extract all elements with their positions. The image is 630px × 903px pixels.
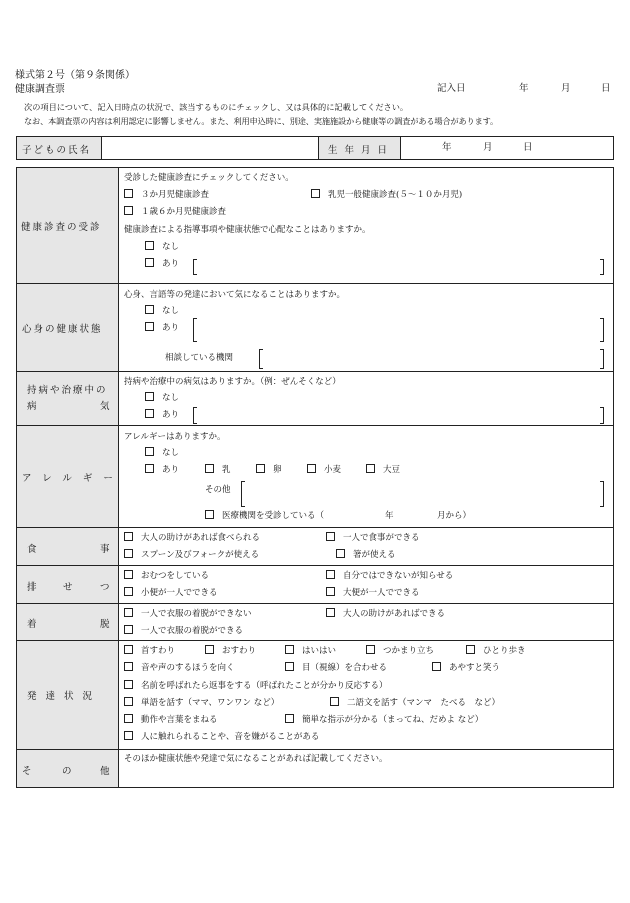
checkup-detail-bracket-right bbox=[600, 259, 604, 275]
allergy-egg-checkbox[interactable]: 卵 bbox=[256, 464, 282, 476]
allergy-medical-year[interactable]: 年 bbox=[385, 511, 394, 521]
checkup-question-1: 受診した健康診査にチェックしてください。 bbox=[124, 173, 294, 183]
mindbody-label: 心身の健康状態 bbox=[22, 324, 103, 335]
other-label-a: そ bbox=[22, 766, 34, 777]
other-detail-field[interactable] bbox=[124, 768, 604, 784]
instruction-2: なお、本調査票の内容は利用認定に影響しません。また、利用申込時に、別途、実施施設から健康等の調査がある場合があります。 bbox=[24, 116, 499, 126]
illness-question: 持病や治療中の病気はありますか。（例：ぜんそくなど） bbox=[124, 377, 341, 387]
entry-year: 年 bbox=[519, 83, 529, 94]
dress-adult-help-checkbox[interactable]: 大人の助けがあればできる bbox=[326, 608, 445, 620]
allergy-yes-checkbox[interactable]: あり bbox=[145, 464, 179, 476]
allergy-other-bracket-left bbox=[241, 481, 245, 507]
mindbody-detail-bracket-left bbox=[193, 318, 197, 342]
allergy-soy-checkbox[interactable]: 大豆 bbox=[366, 464, 400, 476]
dev-imitate-checkbox[interactable]: 動作や言葉をまねる bbox=[124, 714, 218, 726]
development-label: 発達状況 bbox=[27, 691, 102, 702]
dev-eye-contact-checkbox[interactable]: 目（視線）を合わせる bbox=[285, 662, 387, 674]
meal-label-b: 事 bbox=[100, 544, 112, 555]
entry-date-label: 記入日 bbox=[437, 83, 466, 94]
allergy-milk-checkbox[interactable]: 乳 bbox=[205, 464, 231, 476]
meal-adult-help-checkbox[interactable]: 大人の助けがあれば食べられる bbox=[124, 532, 260, 544]
mindbody-detail-field[interactable] bbox=[200, 320, 595, 338]
allergy-medical-checkbox[interactable]: 医療機関を受診している（ bbox=[205, 510, 324, 522]
dress-label-a: 着 bbox=[27, 619, 39, 630]
illness-none-checkbox[interactable]: なし bbox=[145, 392, 179, 404]
mindbody-yes-checkbox[interactable]: あり bbox=[145, 322, 179, 334]
consult-institution-label: 相談している機関 bbox=[165, 353, 234, 363]
child-name-field[interactable] bbox=[110, 142, 310, 154]
allergy-question: アレルギーはありますか。 bbox=[124, 432, 226, 442]
illness-detail-bracket-right bbox=[600, 407, 604, 424]
form-number: 様式第２号（第９条関係） bbox=[15, 70, 135, 81]
dev-instructions-checkbox[interactable]: 簡単な指示が分かる（まってね、だめよ など） bbox=[285, 714, 483, 726]
meal-label-a: 食 bbox=[27, 544, 39, 555]
allergy-label: アレルギー bbox=[22, 473, 124, 484]
other-label-b: の bbox=[62, 766, 74, 777]
allergy-none-checkbox[interactable]: なし bbox=[145, 447, 179, 459]
dev-name-response-checkbox[interactable]: 名前を呼ばれたら返事をする（呼ばれたことが分かり反応する） bbox=[124, 680, 388, 692]
birth-year[interactable]: 年 bbox=[442, 142, 452, 153]
consult-institution-field[interactable] bbox=[266, 351, 596, 365]
entry-month: 月 bbox=[561, 83, 571, 94]
meal-chopsticks-checkbox[interactable]: 箸が使える bbox=[336, 549, 396, 561]
illness-yes-checkbox[interactable]: あり bbox=[145, 409, 179, 421]
allergy-other-label: その他 bbox=[205, 485, 231, 495]
checkup-question-2: 健康診査による指導事項や健康状態で心配なことはありますか。 bbox=[124, 225, 371, 235]
birth-day[interactable]: 日 bbox=[523, 142, 533, 153]
toilet-diaper-checkbox[interactable]: おむつをしている bbox=[124, 570, 209, 582]
allergy-other-bracket-right bbox=[600, 481, 604, 507]
mindbody-question: 心身、言語等の発達において気になることはありますか。 bbox=[124, 290, 346, 300]
toilet-urine-alone-checkbox[interactable]: 小便が一人でできる bbox=[124, 587, 218, 599]
checkup-detail-field[interactable] bbox=[200, 259, 595, 273]
other-question: そのほか健康状態や発達で気になることがあれば記載してください。 bbox=[124, 754, 388, 764]
illness-label-line1: 持病や治療中の bbox=[27, 385, 108, 396]
meal-alone-checkbox[interactable]: 一人で食事ができる bbox=[326, 532, 420, 544]
checkup-18month-checkbox[interactable]: １歳６か月児健康診査 bbox=[124, 206, 226, 218]
checkup-label: 健康診査の受診 bbox=[21, 222, 102, 233]
checkup-none-checkbox[interactable]: なし bbox=[145, 241, 179, 253]
dev-sound-checkbox[interactable]: 音や声のするほうを向く bbox=[124, 662, 235, 674]
mindbody-none-checkbox[interactable]: なし bbox=[145, 305, 179, 317]
allergy-medical-month[interactable]: 月から） bbox=[437, 511, 472, 521]
dress-alone-checkbox[interactable]: 一人で衣服の着脱ができる bbox=[124, 625, 243, 637]
dress-label-b: 脱 bbox=[100, 619, 112, 630]
checkup-3month-checkbox[interactable]: ３か月児健康診査 bbox=[124, 189, 209, 201]
toilet-stool-alone-checkbox[interactable]: 大便が一人でできる bbox=[326, 587, 420, 599]
form-title: 健康調査票 bbox=[15, 84, 65, 95]
illness-label-byo: 病 bbox=[27, 401, 39, 412]
dev-sitting-checkbox[interactable]: おすわり bbox=[205, 645, 256, 657]
illness-detail-bracket-left bbox=[193, 407, 197, 424]
allergy-wheat-checkbox[interactable]: 小麦 bbox=[307, 464, 341, 476]
consult-bracket-right bbox=[600, 349, 604, 369]
other-label-c: 他 bbox=[100, 766, 112, 777]
birth-month[interactable]: 月 bbox=[483, 142, 493, 153]
illness-label-ki: 気 bbox=[100, 401, 112, 412]
entry-day: 日 bbox=[601, 83, 611, 94]
birth-date-label: 生 年 月 日 bbox=[328, 145, 390, 156]
toilet-notify-checkbox[interactable]: 自分ではできないが知らせる bbox=[326, 570, 453, 582]
checkup-detail-bracket-left bbox=[193, 259, 197, 275]
meal-spoon-fork-checkbox[interactable]: スプーン及びフォークが使える bbox=[124, 549, 259, 561]
consult-bracket-left bbox=[259, 349, 263, 369]
instruction-1: 次の項目について、記入日時点の状況で、該当するものにチェックし、又は具体的に記載してください。 bbox=[24, 102, 409, 112]
dev-smile-checkbox[interactable]: あやすと笑う bbox=[432, 662, 500, 674]
dev-walking-checkbox[interactable]: ひとり歩き bbox=[466, 645, 526, 657]
toilet-label-c: つ bbox=[100, 582, 112, 593]
checkup-yes-checkbox[interactable]: あり bbox=[145, 258, 179, 270]
dev-standing-checkbox[interactable]: つかまり立ち bbox=[366, 645, 434, 657]
mindbody-detail-bracket-right bbox=[600, 318, 604, 342]
dev-neck-checkbox[interactable]: 首すわり bbox=[124, 645, 175, 657]
dev-two-word-checkbox[interactable]: 二語文を話す（マンマ たべる など） bbox=[330, 697, 500, 709]
toilet-label-a: 排 bbox=[27, 582, 39, 593]
toilet-label-b: せ bbox=[63, 582, 75, 593]
dev-words-checkbox[interactable]: 単語を話す（ママ、ワンワン など） bbox=[124, 697, 279, 709]
dev-crawling-checkbox[interactable]: はいはい bbox=[285, 645, 336, 657]
dev-sensitivity-checkbox[interactable]: 人に触れられることや、音を嫌がることがある bbox=[124, 731, 319, 743]
illness-detail-field[interactable] bbox=[200, 408, 595, 421]
child-name-label: 子どもの氏名 bbox=[22, 145, 92, 156]
checkup-infant-checkbox[interactable]: 乳児一般健康診査(５～１０か月児) bbox=[311, 189, 462, 201]
allergy-other-field[interactable] bbox=[248, 483, 595, 503]
dress-cannot-checkbox[interactable]: 一人で衣服の着脱ができない bbox=[124, 608, 252, 620]
